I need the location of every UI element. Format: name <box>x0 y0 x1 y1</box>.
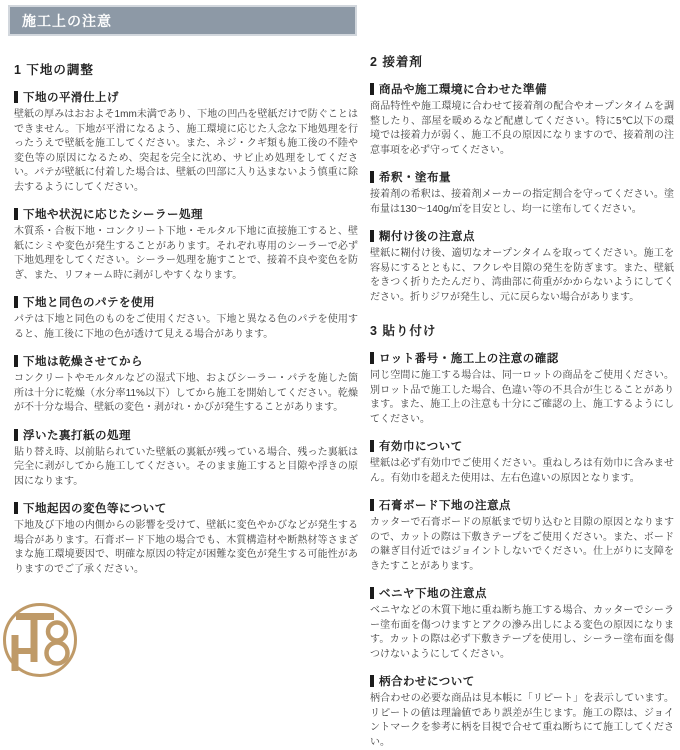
note-item-title <box>14 353 358 369</box>
page-header-bar <box>8 5 357 36</box>
note-item <box>370 438 674 486</box>
note-item-title-text: 石膏ボード下地の注意点 <box>379 500 511 512</box>
right-column <box>370 52 674 750</box>
note-item-title-text: 下地起因の変色等について <box>23 503 167 515</box>
note-item-body: コンクリートやモルタルなどの湿式下地、およびシーラー・パテを施した箇所は十分に乾燥（水分率11%以下）してから施工を開始してください。乾燥が不十分な場合、壁紙の変色・剥がれ・かびが発生することがあります。 <box>14 373 358 413</box>
note-item-body: 木質系・合板下地・コンクリート下地・モルタル下地に直接施工すると、壁紙にシミや変色が発生することがあります。それぞれ専用のシーラーで必ず下地処理をしてください。シーラー処理を施すことで、接着不良や変色を防ぎ、また、リフォーム時に剥がしやすくなります。 <box>14 226 358 281</box>
note-item-title-text: 柄合わせについて <box>379 676 475 688</box>
note-item-body: 商品特性や施工環境に合わせて接着剤の配合やオープンタイムを調整したり、部屋を暖めるなど配慮してください。特に5℃以下の環境では接着力が弱く、施工不良の原因になりますので、接着剤の注意事項を必ず守ってください。 <box>370 101 674 156</box>
note-item <box>14 294 358 342</box>
note-item-body: 同じ空間に施工する場合は、同一ロットの商品をご使用ください。別ロット品で施工した場合、色違い等の不具合が生じることがあります。また、施工上の注意も十分にご確認の上、施工するようにしてください。 <box>370 370 674 425</box>
note-item-title <box>370 169 674 185</box>
bar-marker-icon <box>370 675 374 687</box>
logo-digit-8 <box>47 623 68 664</box>
bar-marker-icon <box>370 230 374 242</box>
note-item-title <box>370 350 674 366</box>
note-item-title <box>370 228 674 244</box>
section-heading: 3 貼り付け <box>370 324 437 338</box>
bar-marker-icon <box>14 502 18 514</box>
note-item <box>370 228 674 305</box>
note-item-body: 接着剤の希釈は、接着剤メーカーの指定割合を守ってください。塗布量は130〜140g/㎡を目安とし、均一に塗布してください。 <box>370 189 674 215</box>
note-item-title-text: ベニヤ下地の注意点 <box>379 588 487 600</box>
note-item <box>14 89 358 195</box>
note-item-title <box>370 585 674 601</box>
bar-marker-icon <box>14 296 18 308</box>
note-item <box>370 497 674 574</box>
note-item-body: 柄合わせの必要な商品は見本帳に「リピート」を表示しています。リピートの値は理論値であり誤差が生じます。施工の際は、ジョイントマークを参考に柄を目視で合せて重ね断ちにて施工してください。 <box>370 693 674 748</box>
note-item-body: ベニヤなどの木質下地に重ね断ち施工する場合、カッターでシーラー塗布面を傷つけますとアクの滲み出しによる変色の原因になります。カットの際は必ず下敷きテープを使用し、シーラー塗布面を傷つけないようにしてください。 <box>370 605 674 660</box>
bar-marker-icon <box>370 352 374 364</box>
note-item-body: パテは下地と同色のものをご使用ください。下地と異なる色のパテを使用すると、施工後に下地の色が透けて見える場合があります。 <box>14 314 358 340</box>
note-item-title <box>370 673 674 689</box>
bar-marker-icon <box>370 171 374 183</box>
note-item-body: 貼り替え時、以前貼られていた壁紙の裏紙が残っている場合、残った裏紙は完全に剥がしてから施工してください。そのまま施工すると目隙や浮きの原因になります。 <box>14 446 358 487</box>
note-item-title <box>14 89 358 105</box>
note-item-title-text: 下地と同色のパテを使用 <box>23 297 155 309</box>
note-item <box>370 673 674 750</box>
note-item-title <box>14 500 358 516</box>
bar-marker-icon <box>14 91 18 103</box>
note-item-title <box>14 294 358 310</box>
bar-marker-icon <box>370 499 374 511</box>
bar-marker-icon <box>370 83 374 95</box>
note-item-title-text: 糊付け後の注意点 <box>379 231 475 243</box>
note-item <box>14 206 358 283</box>
note-item <box>14 500 358 577</box>
note-item <box>370 585 674 662</box>
note-item <box>370 81 674 158</box>
note-item-title-text: 下地や状況に応じたシーラー処理 <box>23 209 203 221</box>
note-item-title-text: 浮いた裏打紙の処理 <box>23 429 131 442</box>
note-item <box>370 169 674 217</box>
note-item-title <box>370 497 674 513</box>
section <box>370 321 674 750</box>
page-title: 施工上の注意 <box>22 12 112 29</box>
note-item-body: 下地及び下地の内側からの影響を受けて、壁紙に変色やかびなどが発生する場合があります。石膏ボード下地の場合でも、木質構造材や断熱材等さまざまな施工環境要因で、明確な原因の特定が困難な変色が発生する可能性がありますのでご了承ください。 <box>14 520 358 575</box>
bar-marker-icon <box>370 587 374 599</box>
section <box>370 52 674 305</box>
section-heading: 1 下地の調整 <box>14 63 94 77</box>
bar-marker-icon <box>14 208 18 220</box>
note-item-title <box>14 206 358 222</box>
note-item-title-text: ロット番号・施工上の注意の確認 <box>379 353 559 365</box>
note-item-body: 壁紙に糊付け後、適切なオープンタイムを取ってください。施工を容易にするとともに、フクレや目隙の発生を防ぎます。また、壁紙をきつく折りたたんだり、湾曲部に荷重がかからないようにしてください。折りジワが発生し、元に戻らない場合があります。 <box>370 248 674 303</box>
note-item-title-text: 希釈・塗布量 <box>379 172 451 184</box>
note-item-title-text: 有効巾について <box>379 441 463 453</box>
bar-marker-icon <box>14 429 18 441</box>
note-item-title-text: 下地の平滑仕上げ <box>23 92 119 104</box>
bar-marker-icon <box>14 355 18 367</box>
note-item <box>14 427 358 490</box>
section-heading: 2 接着剤 <box>370 55 423 69</box>
bar-marker-icon <box>370 440 374 452</box>
note-item-title-text: 下地は乾燥させてから <box>23 356 143 368</box>
note-item-body: 壁紙の厚みはおおよそ1mm未満であり、下地の凹凸を壁紙だけで防ぐことはできません。下地が平滑になるよう、施工環境に応じた入念な下地処理を行ったうえで壁紙を施工してください。また、ネジ・クギ類も施工後の不陸や変色等の原因になるため、突起を完全に沈め、サビ止め処理をしてください。パテが壁紙に付着した場合は、壁紙の凹部に入り込まないよう慎重に除去するようにしてください。 <box>14 109 358 193</box>
section <box>14 60 358 577</box>
note-item-title <box>370 438 674 454</box>
note-item-title <box>14 427 358 443</box>
note-item-body: カッターで石膏ボードの原紙まで切り込むと目隙の原因となりますので、カットの際は下敷きテープをご使用ください。また、ボードの継ぎ目付近ではジョイントしないでください。仕上がりに支障をきたすことがあります。 <box>370 517 674 572</box>
content-columns <box>14 52 674 750</box>
note-item <box>370 350 674 427</box>
note-item-title <box>370 81 674 97</box>
note-item-body: 壁紙は必ず有効巾でご使用ください。重ねしろは有効巾に含みません。有効巾を超えた使用は、左右色違いの原因となります。 <box>370 458 674 484</box>
note-item <box>14 353 358 416</box>
note-item-title-text: 商品や施工環境に合わせた準備 <box>379 84 547 96</box>
th8-monogram-logo <box>2 602 78 678</box>
